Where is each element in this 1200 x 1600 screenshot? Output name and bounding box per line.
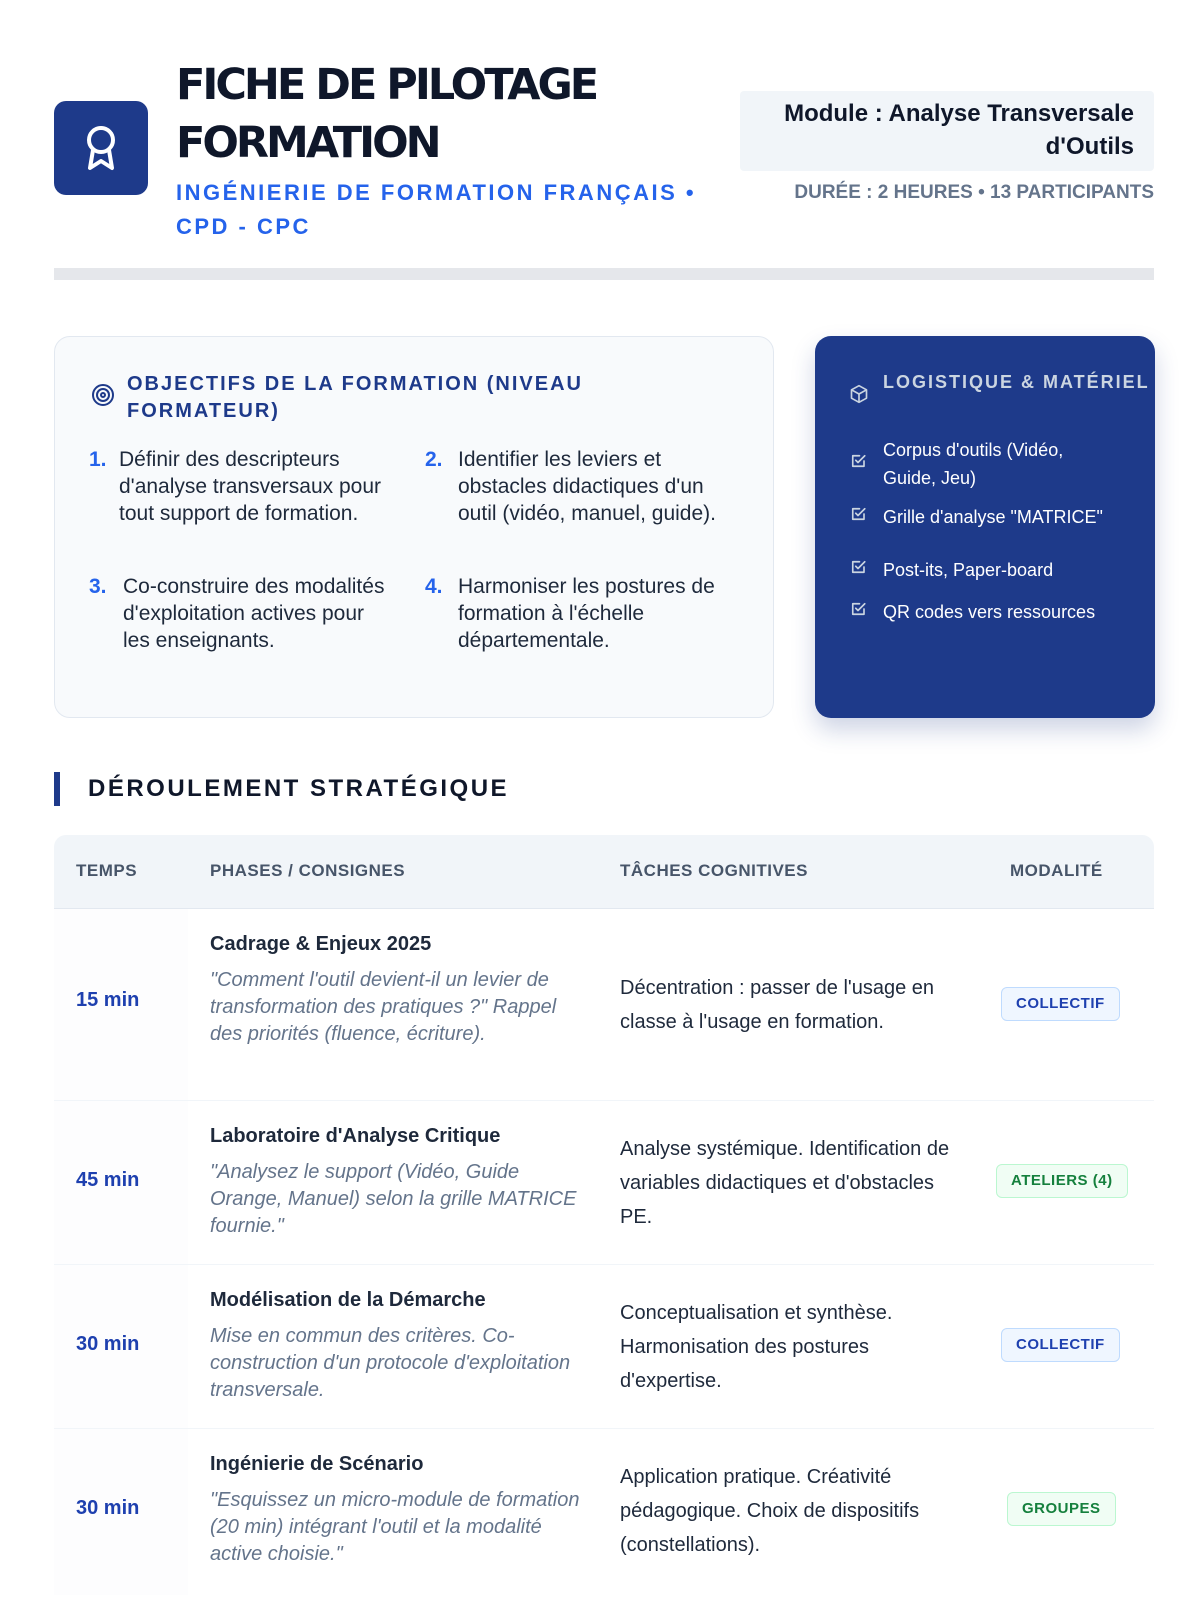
objectives-card [54,336,774,718]
table-row [54,1429,1154,1595]
logistics-item-label: Grille d'analyse "MATRICE" [883,507,1103,527]
section-accent-bar [54,772,60,806]
column-header-phases: PHASES / CONSIGNES [210,861,406,880]
checkbox-icon [849,503,869,531]
logistics-item [849,598,1139,626]
cognitive-task: Analyse systémique. Identification de variables didactiques et d'obstacles PE. [620,1138,950,1228]
objective-text: Définir des descripteurs d'analyse transversaux pour tout support de formation. [119,448,381,525]
duration-info: DURÉE : 2 HEURES • 13 PARTICIPANTS [794,182,1154,203]
checkbox-icon [849,598,869,626]
logo [54,101,148,195]
objective-text: Co-construire des modalités d'exploitation actives pour les enseignants. [123,575,385,652]
logistics-card [815,336,1155,718]
row-time: 30 min [76,1497,140,1519]
objective-item [425,446,735,527]
objectives-heading [91,371,651,425]
phase-title: Cadrage & Enjeux 2025 [210,933,432,955]
table-row [54,909,1154,1101]
objective-number: 3. [89,575,107,598]
objective-text: Harmoniser les postures de formation à l'échelle départementale. [458,575,715,652]
objective-number: 2. [425,448,443,471]
modality-badge: GROUPES [1007,1492,1116,1526]
phase-title: Modélisation de la Démarche [210,1289,486,1311]
logistics-item-label: QR codes vers ressources [883,602,1096,622]
schedule-table [54,835,1154,1595]
objective-number: 1. [89,448,107,471]
section-title: DÉROULEMENT STRATÉGIQUE [88,775,510,802]
phase-description: Mise en commun des critères. Co-construction d'un protocole d'exploitation transversale. [210,1325,571,1401]
award-ribbon-icon [79,123,123,173]
row-time: 15 min [76,989,140,1011]
objective-text: Identifier les leviers et obstacles didactiques d'un outil (vidéo, manuel, guide). [458,448,716,525]
logistics-heading [849,370,1150,409]
column-header-time: TEMPS [76,861,138,880]
phase-description: "Analysez le support (Vidéo, Guide Orange, Manuel) selon la grille MATRICE fournie." [210,1161,577,1237]
phase-title: Ingénierie de Scénario [210,1453,424,1475]
modality-badge: COLLECTIF [1001,1328,1120,1362]
objective-item [89,573,389,654]
page-title: FICHE DE PILOTAGE FORMATION [176,60,597,168]
objective-item [425,573,735,654]
row-time: 30 min [76,1333,140,1355]
objectives-heading-text: OBJECTIFS DE LA FORMATION (NIVEAU FORMATEUR) [127,373,583,422]
logistics-item-label: Post-its, Paper-board [883,560,1054,580]
logistics-item-label: Corpus d'outils (Vidéo, Guide, Jeu) [883,440,1064,488]
target-icon [91,383,115,425]
cognitive-task: Décentration : passer de l'usage en classe à l'usage en formation. [620,977,935,1033]
objective-item [89,446,389,527]
cognitive-task: Conceptualisation et synthèse. Harmonisation des postures d'expertise. [620,1302,893,1392]
row-time: 45 min [76,1169,140,1191]
page-header [54,56,1154,246]
objective-number: 4. [425,575,443,598]
phase-title: Laboratoire d'Analyse Critique [210,1125,501,1147]
cognitive-task: Application pratique. Créativité pédagogique. Choix de dispositifs (constellations). [620,1466,920,1556]
logistics-item [849,436,1119,492]
logistics-item [849,503,1119,531]
table-row [54,1265,1154,1429]
column-header-tasks: TÂCHES COGNITIVES [620,861,808,880]
table-row [54,1101,1154,1265]
phase-description: "Comment l'outil devient-il un levier de transformation des pratiques ?" Rappel des priorités (fluence, écriture). [210,969,557,1045]
checkbox-icon [849,556,869,584]
module-label: Module : Analyse Transversale d'Outils [740,91,1154,171]
table-header [54,835,1154,909]
header-divider [54,268,1154,280]
page-subtitle: INGÉNIERIE DE FORMATION FRANÇAIS • CPD - CPC [176,180,697,239]
logistics-item [849,556,1139,584]
modality-badge: ATELIERS (4) [996,1164,1128,1198]
modality-badge: COLLECTIF [1001,987,1120,1021]
logistics-heading-text: LOGISTIQUE & MATÉRIEL [883,372,1150,392]
phase-description: "Esquissez un micro-module de formation (20 min) intégrant l'outil et la modalité active choisie." [210,1489,580,1565]
box-icon [849,384,869,409]
checkbox-icon [849,450,869,478]
column-header-modality: MODALITÉ [1010,861,1103,880]
